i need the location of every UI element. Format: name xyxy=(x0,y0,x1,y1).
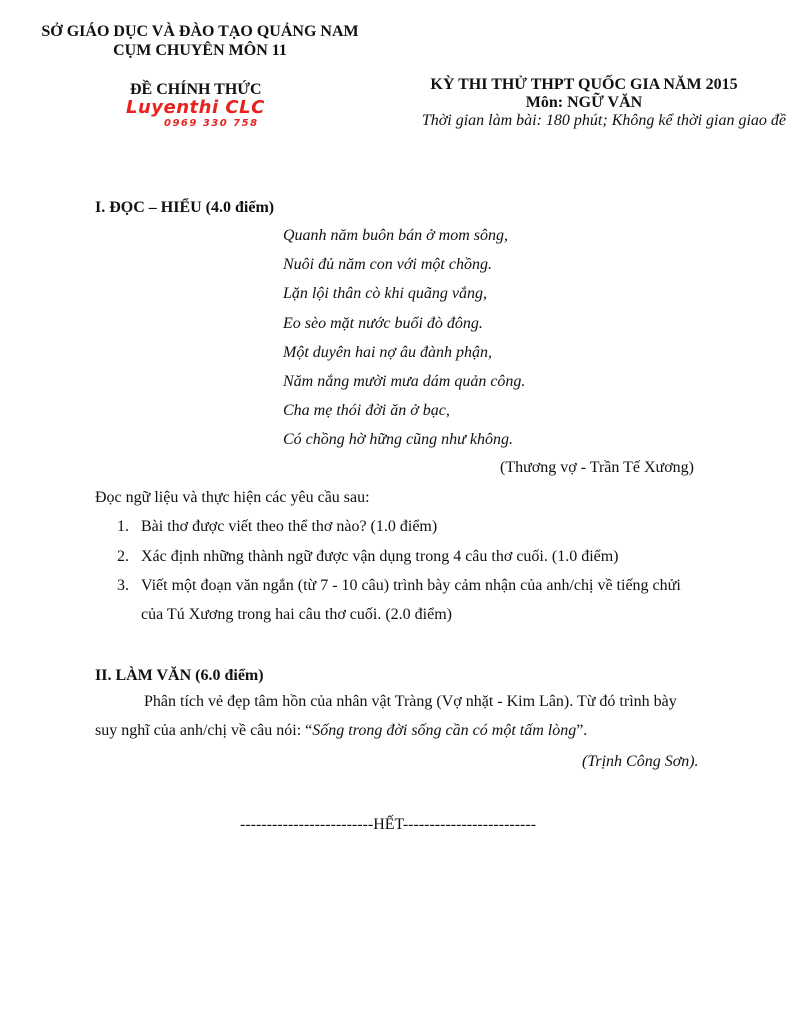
question-number: 1. xyxy=(117,518,129,535)
cluster-name: CỤM CHUYÊN MÔN 11 xyxy=(113,42,287,59)
poem-source: (Thương vợ - Trần Tế Xương) xyxy=(500,459,694,476)
quote-author: (Trịnh Công Sơn). xyxy=(582,753,699,770)
poem-line: Eo sèo mặt nước buổi đò đông. xyxy=(283,314,483,332)
poem-line: Cha mẹ thói đời ăn ở bạc, xyxy=(283,402,450,420)
end-mark: -------------------------HẾT------------------------- xyxy=(240,816,537,833)
poem-line: Lặn lội thân cò khi quãng vắng, xyxy=(283,285,487,303)
question-number: 3. xyxy=(117,577,129,594)
official-label: ĐỀ CHÍNH THỨC xyxy=(130,81,262,98)
essay-prompt-line1: Phân tích vẻ đẹp tâm hồn của nhân vật Tràng (Vợ nhặt - Kim Lân). Từ đó trình bày xyxy=(144,693,677,710)
essay-quote: Sống trong đời sống cần có một tấm lòng xyxy=(312,722,577,739)
question-2 xyxy=(117,548,619,566)
poem-line: Quanh năm buôn bán ở mom sông, xyxy=(283,227,508,244)
stamp-phone: 0969 330 758 xyxy=(164,118,259,129)
section2-title: II. LÀM VĂN (6.0 điểm) xyxy=(95,667,264,684)
exam-title: KỲ THI THỬ THPT QUỐC GIA NĂM 2015 xyxy=(430,76,738,93)
department-name: SỞ GIÁO DỤC VÀ ĐÀO TẠO QUẢNG NAM xyxy=(41,23,359,40)
poem-line: Một duyên hai nợ âu đành phận, xyxy=(283,343,492,361)
question-text: Xác định những thành ngữ được vận dụng trong 4 câu thơ cuối. (1.0 điểm) xyxy=(141,548,619,565)
question-text: Viết một đoạn văn ngắn (từ 7 - 10 câu) trình bày cảm nhận của anh/chị về tiếng chửi xyxy=(141,577,681,594)
poem xyxy=(283,226,525,460)
poem-line: Có chồng hờ hững cũng như không. xyxy=(283,431,513,449)
question-number: 2. xyxy=(117,548,129,565)
section1-title: I. ĐỌC – HIỂU (4.0 điểm) xyxy=(95,199,275,216)
poem-line: Năm nắng mười mưa dám quản công. xyxy=(283,372,526,390)
question-1 xyxy=(117,518,437,536)
department-header xyxy=(30,22,370,60)
exam-time-note: Thời gian làm bài: 180 phút; Không kể thời gian giao đề xyxy=(421,112,786,129)
question-3 xyxy=(117,577,681,595)
poem-line: Nuôi đủ năm con với một chồng. xyxy=(283,256,492,274)
question-3-continued: của Tú Xương trong hai câu thơ cuối. (2.0 điểm) xyxy=(141,606,452,623)
essay-prompt-prefix: suy nghĩ của anh/chị về câu nói: “ xyxy=(95,722,313,739)
watermark-stamp xyxy=(126,98,265,130)
essay-prompt-line2 xyxy=(95,722,587,740)
questions-intro: Đọc ngữ liệu và thực hiện các yêu cầu sau: xyxy=(95,489,370,506)
question-text: Bài thơ được viết theo thể thơ nào? (1.0 điểm) xyxy=(141,518,438,535)
exam-subject: Môn: NGỮ VĂN xyxy=(525,94,643,111)
essay-prompt-suffix: ”. xyxy=(576,722,588,739)
exam-header xyxy=(372,76,796,130)
stamp-brand: Luyenthi CLC xyxy=(126,97,265,118)
